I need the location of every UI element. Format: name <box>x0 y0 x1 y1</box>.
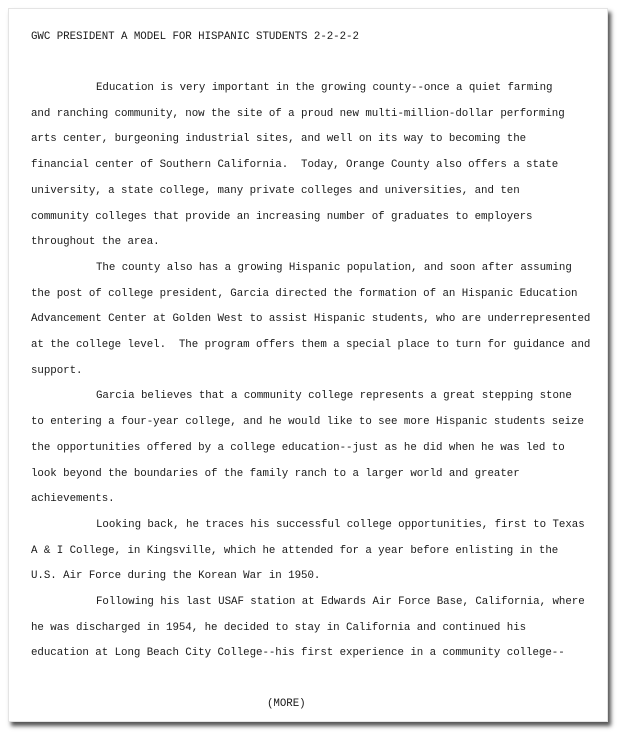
paragraph-3-line: look beyond the boundaries of the family ranch to a larger world and greater <box>31 467 520 480</box>
paragraph-5-line: education at Long Beach City College--his first experience in a community college-- <box>31 647 565 660</box>
more-footer: (MORE) <box>267 698 306 710</box>
paragraph-5-line: Following his last USAF station at Edwards Air Force Base, California, where <box>96 596 585 608</box>
paragraph-3-line: the opportunities offered by a college education--just as he did when he was led to <box>31 441 565 454</box>
page-header: GWC PRESIDENT A MODEL FOR HISPANIC STUDENTS 2-2-2-2 <box>31 31 359 43</box>
paragraph-1-line: community colleges that provide an increasing number of graduates to employers <box>31 210 533 223</box>
paragraph-2-line: Advancement Center at Golden West to assist Hispanic students, who are underrepresented <box>31 313 591 326</box>
document-page <box>8 8 608 722</box>
paragraph-2-line: the post of college president, Garcia directed the formation of an Hispanic Education <box>31 287 578 300</box>
paragraph-3-line: Garcia believes that a community college represents a great stepping stone <box>96 390 572 403</box>
paragraph-1-line: financial center of Southern California. Today, Orange County also offers a state <box>31 159 559 172</box>
paragraph-1-line: throughout the area. <box>31 236 160 249</box>
paragraph-1-line: Education is very important in the growing county--once a quiet farming <box>96 82 553 94</box>
paragraph-2-line: The county also has a growing Hispanic population, and soon after assuming <box>96 261 572 274</box>
paragraph-2-line: at the college level. The program offers them a special place to turn for guidance and <box>31 339 591 351</box>
paragraph-1-line: arts center, burgeoning industrial sites, and well on its way to becoming the <box>31 133 527 146</box>
paragraph-2-line: support. <box>31 364 83 377</box>
paragraph-1-line: and ranching community, now the site of a proud new multi-million-dollar performing <box>31 107 565 120</box>
paragraph-3-line: achievements. <box>31 493 115 506</box>
paragraph-4-line: U.S. Air Force during the Korean War in 1950. <box>31 570 321 583</box>
paragraph-4-line: Looking back, he traces his successful college opportunities, first to Texas <box>96 518 585 531</box>
paragraph-4-line: A & I College, in Kingsville, which he attended for a year before enlisting in the <box>31 544 559 557</box>
paragraph-1-line: university, a state college, many private colleges and universities, and ten <box>31 184 520 197</box>
paragraph-5-line: he was discharged in 1954, he decided to stay in California and continued his <box>31 621 527 634</box>
paragraph-3-line: to entering a four-year college, and he would like to see more Hispanic students seize <box>31 416 584 429</box>
